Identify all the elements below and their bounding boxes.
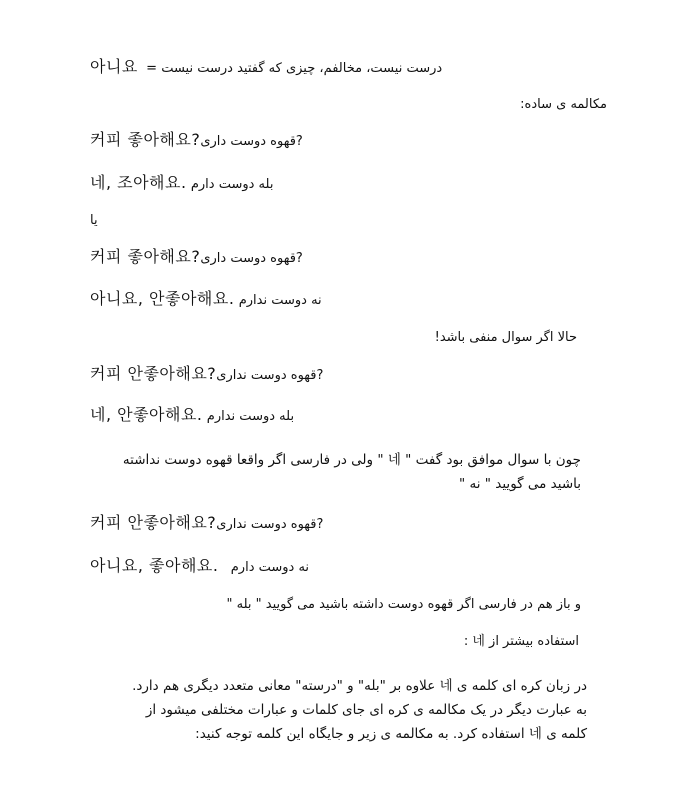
line-10 xyxy=(90,406,294,426)
persian-text: نه دوست ندارم xyxy=(238,293,322,308)
persian-text: بله دوست ندارم xyxy=(206,409,295,424)
persian-text: باشید می گویید " نه " xyxy=(458,476,581,492)
korean-text: 커피 안좋아해요? xyxy=(90,513,217,532)
line-9 xyxy=(90,365,323,385)
line-1 xyxy=(90,58,442,78)
line-2 xyxy=(520,96,607,114)
persian-text: ?قهوه دوست داری xyxy=(200,251,303,266)
line-6 xyxy=(90,248,303,268)
persian-text: حالا اگر سوال منفی باشد! xyxy=(434,330,577,345)
line-5 xyxy=(90,212,98,230)
line-13 xyxy=(90,557,309,577)
persian-text: نه دوست دارم xyxy=(230,560,310,575)
persian-text: استفاده بیشتر از 네 : xyxy=(463,634,579,649)
persian-text: مکالمه ی ساده: xyxy=(520,97,607,112)
persian-text: یا xyxy=(90,213,98,228)
persian-text: ?قهوه دوست نداری xyxy=(216,517,324,532)
persian-text: کلمه ی 네 استفاده کرد. به مکالمه ی زیر و جایگاه این کلمه توجه کنید: xyxy=(195,726,587,742)
line-12 xyxy=(90,514,323,534)
korean-text: 커피 좋아해요? xyxy=(90,247,201,266)
paragraph-final xyxy=(132,674,587,746)
korean-text: 네, 안좋아해요. xyxy=(90,405,203,424)
korean-text: 아니요, 안좋아해요. xyxy=(90,289,235,308)
persian-text: چون با سوال موافق بود گفت " 네 " ولی در فارسی اگر واقعا قهوه دوست نداشته xyxy=(122,452,581,468)
line-3 xyxy=(90,131,303,151)
line-15 xyxy=(464,633,579,651)
line-8 xyxy=(435,329,577,347)
persian-text: ?قهوه دوست داری xyxy=(200,134,303,149)
line-4 xyxy=(90,174,273,194)
line-14 xyxy=(227,596,582,614)
persian-text: به عبارت دیگر در یک مکالمه ی کره ای جای کلمات و عبارات مختلفی میشود از xyxy=(145,702,587,718)
korean-text: 아니요 xyxy=(90,57,138,76)
persian-text: ?قهوه دوست نداری xyxy=(216,368,324,383)
line-11 xyxy=(123,448,581,496)
persian-text: و باز هم در فارسی اگر قهوه دوست داشته باشید می گویید " بله " xyxy=(226,597,581,612)
korean-text: 네, 조아해요. xyxy=(90,173,187,192)
korean-text: 커피 좋아해요? xyxy=(90,130,201,149)
persian-text: در زبان کره ای کلمه ی 네 علاوه بر "بله" و "درسته" معانی متعدد دیگری هم دارد. xyxy=(132,678,587,694)
line-7 xyxy=(90,290,322,310)
persian-text: درست نیست، مخالفم، چیزی که گفتید درست نیست = xyxy=(146,61,443,76)
korean-text: 아니요, 좋아해요. xyxy=(90,556,219,575)
korean-text: 커피 안좋아해요? xyxy=(90,364,217,383)
persian-text: بله دوست دارم xyxy=(190,177,274,192)
